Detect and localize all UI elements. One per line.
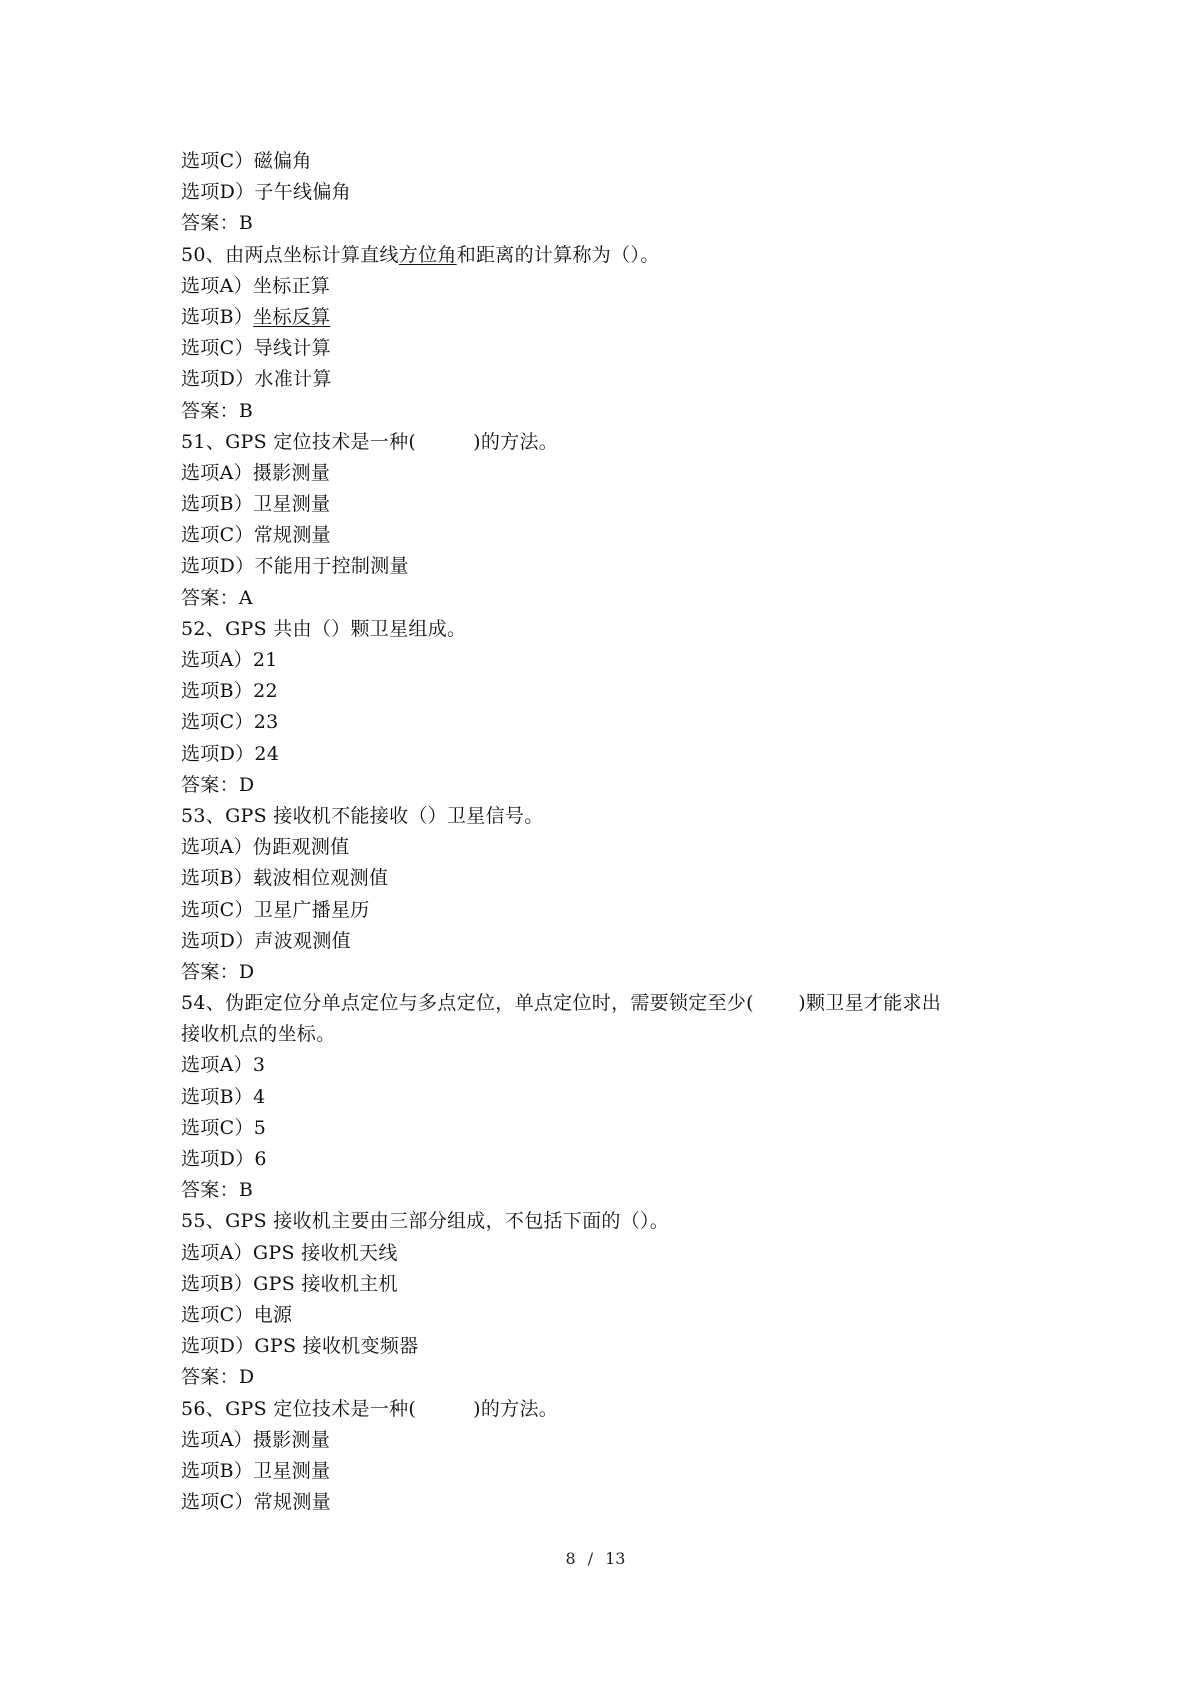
page-number [0,1549,1191,1568]
document-body [181,146,1021,1518]
text-line: 选项D）不能用于控制测量 [181,555,409,578]
text-line: 选项D）24 [181,742,280,765]
text-line: 选项D）6 [181,1148,267,1170]
text-segment: 50、由两点坐标计算直线 [181,243,399,266]
text-line: 选项B）卫星测量 [181,493,331,516]
text-line: 选项C）23 [181,711,279,734]
text-line: 选项C）电源 [181,1303,293,1326]
text-line: 53、GPS 接收机不能接收（）卫星信号。 [181,804,544,827]
text-line: 选项D）水准计算 [181,368,332,391]
text-line: 56、GPS 定位技术是一种( )的方法。 [181,1397,559,1420]
text-line: 选项B）卫星测量 [181,1459,331,1482]
text-line: 选项D）子午线偏角 [181,181,351,204]
text-line: 接收机点的坐标。 [181,1023,336,1046]
text-line: 选项A）伪距观测值 [181,836,350,859]
text-line: 选项B）载波相位观测值 [181,867,389,890]
text-line: 选项B）22 [181,680,278,703]
page-total: 13 [605,1549,626,1568]
text-line: 答案：B [181,1179,254,1202]
underlined-term: 坐标反算 [253,305,331,328]
text-line: 选项C）磁偏角 [181,150,312,172]
text-line: 55、GPS 接收机主要由三部分组成，不包括下面的（）。 [181,1210,670,1233]
text-line: 选项A）坐标正算 [181,274,331,297]
text-line: 选项A）21 [181,649,278,671]
text-line [181,302,1021,333]
text-line: 选项A）3 [181,1054,266,1077]
text-line: 选项C）导线计算 [181,337,331,360]
text-line: 选项D）GPS 接收机变频器 [181,1335,419,1358]
page-current: 8 [565,1549,576,1568]
text-line: 选项A）GPS 接收机天线 [181,1241,398,1264]
text-line: 52、GPS 共由（）颗卫星组成。 [181,617,467,640]
text-line: 选项C）常规测量 [181,1491,331,1514]
text-line: 选项D）声波观测值 [181,929,351,952]
text-line: 选项C）5 [181,1116,267,1139]
text-line: 答案：B [181,212,254,235]
text-line: 答案：A [181,586,253,609]
text-line [181,240,1021,271]
underlined-term: 方位角 [398,243,457,266]
text-line: 答案：B [181,399,254,422]
text-line: 选项B）4 [181,1085,266,1108]
text-line: 选项B）GPS 接收机主机 [181,1272,398,1295]
text-segment: 和距离的计算称为（）。 [456,243,660,266]
text-line: 54、伪距定位分单点定位与多点定位，单点定位时，需要锁定至少( )颗卫星才能求出 [181,992,942,1015]
text-line: 选项C）常规测量 [181,524,331,547]
text-line: 选项C）卫星广播星历 [181,898,370,921]
text-line: 51、GPS 定位技术是一种( )的方法。 [181,430,559,453]
text-line: 答案：D [181,960,255,983]
text-line: 答案：D [181,773,255,796]
text-line: 选项A）摄影测量 [181,461,331,484]
text-segment: 选项B） [181,305,254,328]
page-separator: / [587,1549,594,1568]
text-line: 选项A）摄影测量 [181,1428,331,1451]
text-line: 答案：D [181,1366,255,1389]
